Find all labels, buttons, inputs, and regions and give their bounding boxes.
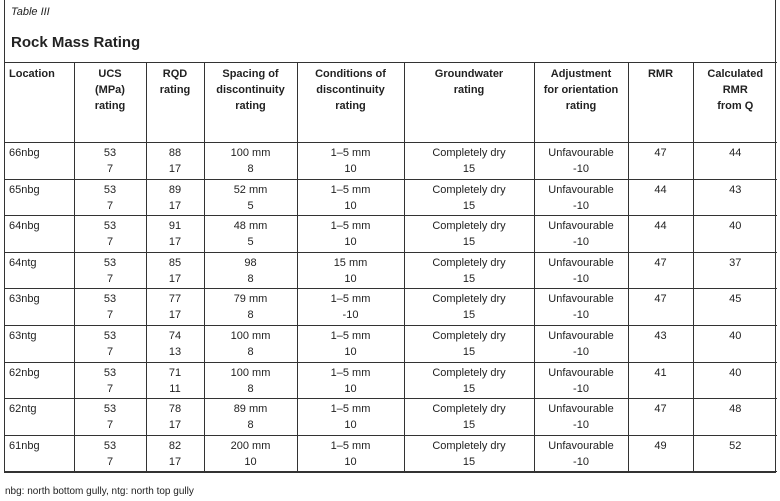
cell-line: 1–5 mm [330, 293, 371, 306]
table-cell [74, 252, 146, 289]
table-cell [297, 179, 404, 216]
footnote: nbg: north bottom gully, ntg: north top gully [5, 486, 194, 497]
cell-line: -10 [573, 345, 589, 358]
table-cell [693, 252, 777, 289]
cell-line: Unfavourable [548, 329, 614, 342]
column-header [534, 63, 628, 143]
cell-line: 53 [103, 220, 117, 233]
cell-line: 5 [247, 199, 254, 212]
cell-line: 8 [247, 419, 254, 432]
cell-line: rating [335, 100, 366, 112]
cell-line: 63ntg [9, 329, 37, 342]
cell-line: 17 [168, 199, 182, 212]
cell-line: 15 [462, 309, 476, 322]
table-cell [297, 325, 404, 362]
cell-line: Calculated [707, 68, 764, 80]
table-cell [534, 216, 628, 253]
cell-line: Completely dry [432, 293, 506, 306]
cell-line: -10 [573, 309, 589, 322]
cell-line: Location [9, 68, 55, 80]
cell-line: 74 [168, 329, 182, 342]
table-cell [693, 362, 777, 399]
cell-line: -10 [342, 309, 359, 322]
table-cell [693, 216, 777, 253]
cell-line: Completely dry [432, 183, 506, 196]
table-cell [4, 143, 74, 180]
cell-line: 10 [344, 419, 357, 432]
cell-line: 41 [654, 366, 667, 379]
table-cell [146, 325, 204, 362]
cell-line: 64ntg [9, 256, 37, 269]
cell-line: (MPa) [95, 84, 125, 96]
cell-line: 7 [106, 419, 114, 432]
cell-line: 53 [103, 256, 117, 269]
cell-line: 1–5 mm [330, 403, 371, 416]
cell-line: Spacing of [222, 68, 279, 80]
table-cell [628, 325, 693, 362]
cell-line: 71 [168, 366, 182, 379]
table-cell [146, 143, 204, 180]
cell-line: 1–5 mm [330, 366, 371, 379]
cell-line: -10 [573, 199, 589, 212]
table-cell [146, 289, 204, 326]
cell-line: 52 [729, 439, 742, 452]
cell-line: 53 [103, 329, 117, 342]
cell-line: 53 [103, 403, 117, 416]
cell-line: 47 [654, 147, 667, 159]
cell-line: -10 [573, 236, 589, 249]
column-header [204, 63, 297, 143]
cell-line: 17 [168, 163, 182, 175]
table-cell [628, 179, 693, 216]
table-cell [534, 179, 628, 216]
table-cell [4, 289, 74, 326]
cell-line: 77 [168, 293, 182, 306]
cell-line: 47 [654, 293, 667, 306]
table-cell [204, 399, 297, 436]
cell-line: 15 [462, 199, 476, 212]
cell-line: 10 [244, 455, 257, 468]
table-cell [146, 399, 204, 436]
column-header [74, 63, 146, 143]
cell-line: 88 [168, 147, 182, 159]
table-cell [404, 216, 534, 253]
cell-line: rating [159, 84, 191, 96]
cell-line: 17 [168, 419, 182, 432]
table-cell [74, 435, 146, 472]
cell-line: rating [235, 100, 266, 112]
cell-line: 10 [344, 199, 357, 212]
cell-line: 10 [344, 382, 357, 395]
table-cell [204, 252, 297, 289]
cell-line: Unfavourable [548, 147, 614, 159]
table-caption: Table III [11, 6, 50, 18]
table-cell [297, 435, 404, 472]
table-cell [204, 179, 297, 216]
table-cell [534, 435, 628, 472]
table-cell [404, 325, 534, 362]
cell-line: 1–5 mm [330, 439, 371, 452]
cell-line: Unfavourable [548, 220, 614, 233]
header-row [4, 63, 777, 143]
cell-line: 17 [168, 309, 182, 322]
cell-line: 8 [247, 345, 254, 358]
cell-line: 7 [106, 345, 114, 358]
cell-line: Completely dry [432, 220, 506, 233]
cell-line: 100 mm [230, 147, 271, 159]
cell-line: discontinuity [216, 84, 285, 96]
cell-line: 48 mm [233, 220, 268, 233]
cell-line: 85 [168, 256, 182, 269]
cell-line: 66nbg [9, 147, 40, 159]
cell-line: Unfavourable [548, 183, 614, 196]
table-row [4, 399, 777, 436]
cell-line: 48 [729, 403, 742, 416]
cell-line: 63nbg [9, 293, 40, 306]
cell-line: 47 [654, 403, 667, 416]
cell-line: Completely dry [432, 439, 506, 452]
table-cell [628, 143, 693, 180]
table-cell [693, 289, 777, 326]
table-cell [628, 289, 693, 326]
cell-line: 15 [462, 163, 476, 175]
cell-line: RMR [647, 68, 674, 80]
table-cell [204, 143, 297, 180]
cell-line: 44 [654, 220, 667, 233]
cell-line: 7 [106, 309, 114, 322]
cell-line: rating [565, 100, 597, 112]
cell-line: 15 [462, 236, 476, 249]
table-row [4, 216, 777, 253]
table-cell [4, 252, 74, 289]
column-header [146, 63, 204, 143]
cell-line: 7 [106, 199, 114, 212]
cell-line: 89 [168, 183, 182, 196]
table-cell [297, 216, 404, 253]
table-row [4, 289, 777, 326]
cell-line: -10 [573, 163, 589, 175]
table-cell [534, 252, 628, 289]
cell-line: 15 [462, 455, 476, 468]
cell-line: 1–5 mm [330, 183, 371, 196]
cell-line: 40 [729, 366, 742, 379]
cell-line: 10 [344, 236, 357, 249]
table-row [4, 179, 777, 216]
cell-line: Adjustment [550, 68, 612, 80]
table-cell [628, 435, 693, 472]
cell-line: 37 [729, 256, 742, 269]
table-row [4, 362, 777, 399]
cell-line: 8 [247, 309, 254, 322]
table-cell [297, 143, 404, 180]
cell-line: Groundwater [434, 68, 504, 80]
cell-line: Completely dry [432, 366, 506, 379]
table-row [4, 435, 777, 472]
cell-line: Unfavourable [548, 293, 614, 306]
cell-line: 43 [729, 183, 742, 196]
cell-line: 7 [106, 163, 114, 175]
table-cell [534, 289, 628, 326]
table-cell [74, 216, 146, 253]
table-row [4, 252, 777, 289]
table-row [4, 325, 777, 362]
cell-line: 11 [169, 382, 181, 395]
table-cell [204, 216, 297, 253]
cell-line: Completely dry [432, 403, 506, 416]
column-header [4, 63, 74, 143]
table-cell [4, 399, 74, 436]
cell-line: 15 [462, 272, 476, 285]
table-title: Rock Mass Rating [11, 34, 141, 51]
cell-line: Completely dry [432, 147, 506, 159]
cell-line: 17 [168, 236, 182, 249]
cell-line: RMR [722, 84, 748, 96]
cell-line: 53 [103, 366, 117, 379]
table-cell [204, 435, 297, 472]
column-header [628, 63, 693, 143]
cell-line: 15 [462, 419, 476, 432]
table-cell [74, 362, 146, 399]
cell-line: UCS [98, 68, 122, 80]
cell-line: 200 mm [230, 439, 271, 452]
cell-line: 53 [103, 439, 117, 452]
cell-line: 15 [462, 345, 476, 358]
table-cell [628, 362, 693, 399]
table-cell [204, 325, 297, 362]
table-cell [534, 399, 628, 436]
cell-line: 10 [344, 345, 357, 358]
table-cell [146, 216, 204, 253]
table-cell [297, 289, 404, 326]
table-cell [4, 435, 74, 472]
table-cell [146, 252, 204, 289]
cell-line: 53 [103, 147, 117, 159]
cell-line: 43 [654, 329, 667, 342]
cell-line: 13 [168, 345, 182, 358]
cell-line: 61nbg [9, 439, 40, 452]
table-cell [693, 399, 777, 436]
cell-line: Completely dry [432, 329, 506, 342]
table-cell [297, 252, 404, 289]
cell-line: 79 mm [233, 293, 268, 306]
cell-line: 10 [344, 272, 357, 285]
cell-line: 78 [168, 403, 182, 416]
cell-line: rating [94, 100, 126, 112]
cell-line: -10 [573, 272, 589, 285]
cell-line: 89 mm [233, 403, 268, 416]
cell-line: 8 [247, 272, 254, 285]
cell-line: 100 mm [230, 329, 271, 342]
table-cell [693, 325, 777, 362]
table-cell [4, 325, 74, 362]
cell-line: 47 [654, 256, 667, 269]
table-cell [628, 252, 693, 289]
table-cell [628, 216, 693, 253]
cell-line: 40 [729, 220, 742, 233]
cell-line: 62ntg [9, 403, 37, 416]
table-cell [404, 362, 534, 399]
cell-line: 82 [168, 439, 182, 452]
cell-line: 15 mm [333, 256, 368, 269]
cell-line: 40 [729, 329, 742, 342]
cell-line: -10 [573, 382, 589, 395]
table-cell [4, 362, 74, 399]
cell-line: 15 [462, 382, 476, 395]
cell-line: 44 [729, 147, 742, 159]
cell-line: Unfavourable [548, 403, 614, 416]
cell-line: 53 [103, 293, 117, 306]
table-cell [404, 143, 534, 180]
column-header [297, 63, 404, 143]
cell-line: rating [453, 84, 485, 96]
column-header [693, 63, 777, 143]
cell-line: Conditions of [315, 68, 386, 80]
table-cell [693, 179, 777, 216]
cell-line: 1–5 mm [330, 329, 371, 342]
table-cell [297, 362, 404, 399]
table-cell [534, 325, 628, 362]
table-cell [693, 435, 777, 472]
table-cell [74, 289, 146, 326]
cell-line: 5 [247, 236, 254, 249]
cell-line: discontinuity [316, 84, 385, 96]
table-cell [297, 399, 404, 436]
cell-line: 8 [247, 163, 254, 175]
cell-line: Unfavourable [548, 366, 614, 379]
cell-line: Completely dry [432, 256, 506, 269]
column-header [404, 63, 534, 143]
cell-line: 53 [103, 183, 117, 196]
cell-line: 10 [344, 163, 357, 175]
table-cell [404, 252, 534, 289]
cell-line: 17 [168, 272, 182, 285]
rock-mass-rating-table [4, 62, 777, 472]
table-cell [404, 399, 534, 436]
table-cell [146, 179, 204, 216]
cell-line: 1–5 mm [330, 220, 371, 233]
cell-line: -10 [573, 455, 589, 468]
cell-line: 7 [106, 272, 114, 285]
cell-line: for orientation [543, 84, 619, 96]
cell-line: 8 [247, 382, 254, 395]
table-cell [4, 179, 74, 216]
table-cell [74, 399, 146, 436]
table-cell [74, 143, 146, 180]
table-cell [4, 216, 74, 253]
cell-line: 7 [106, 236, 114, 249]
table-cell [204, 289, 297, 326]
table-cell [146, 362, 204, 399]
cell-line: 45 [729, 293, 742, 306]
table-cell [404, 289, 534, 326]
cell-line: 7 [106, 455, 114, 468]
table-cell [534, 362, 628, 399]
table-cell [628, 399, 693, 436]
table-cell [74, 179, 146, 216]
cell-line: 17 [168, 455, 182, 468]
cell-line: 44 [654, 183, 667, 196]
cell-line: 52 mm [233, 183, 268, 196]
cell-line: 98 [244, 256, 257, 269]
table-cell [404, 435, 534, 472]
cell-line: 100 mm [230, 366, 271, 379]
cell-line: 65nbg [9, 183, 40, 196]
cell-line: 64nbg [9, 220, 40, 233]
cell-line: 62nbg [9, 366, 40, 379]
cell-line: 1–5 mm [330, 147, 371, 159]
cell-line: 10 [344, 455, 357, 468]
cell-line: -10 [573, 419, 589, 432]
cell-line: Unfavourable [548, 439, 614, 452]
cell-line: 91 [168, 220, 182, 233]
table-cell [74, 325, 146, 362]
cell-line: Unfavourable [548, 256, 614, 269]
table-cell [204, 362, 297, 399]
table-row [4, 143, 777, 180]
table-cell [534, 143, 628, 180]
cell-line: 7 [106, 382, 114, 395]
table-cell [146, 435, 204, 472]
cell-line: 49 [654, 439, 667, 452]
table-cell [693, 143, 777, 180]
cell-line: from Q [717, 100, 754, 112]
cell-line: RQD [162, 68, 188, 80]
table-cell [404, 179, 534, 216]
